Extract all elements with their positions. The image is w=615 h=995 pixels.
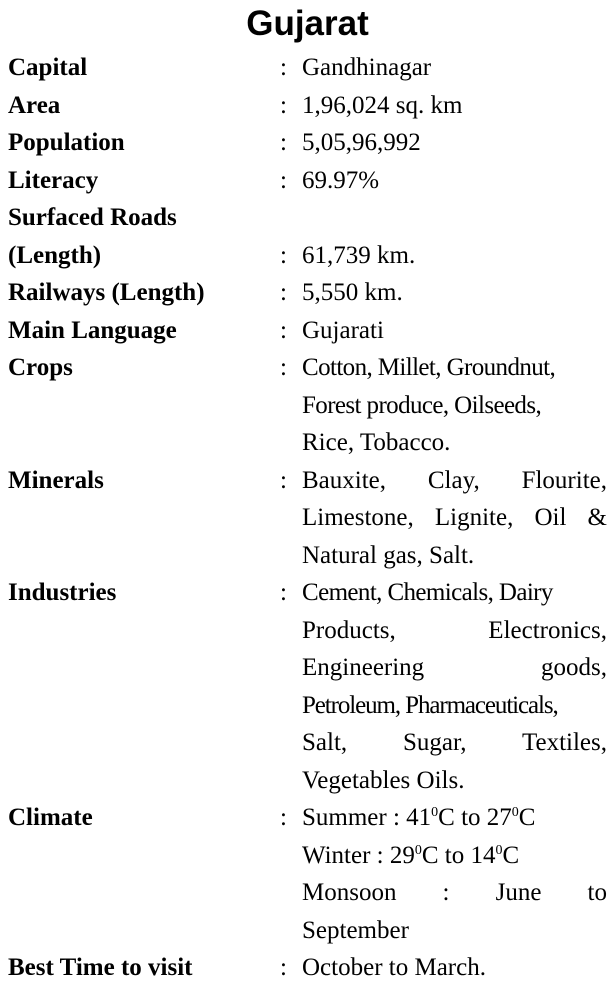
row-area: [0, 87, 615, 125]
value-railways: 5,550 km.: [302, 279, 403, 306]
separator-colon: :: [280, 279, 287, 306]
value-best-time: October to March.: [302, 954, 486, 981]
value-surfaced-roads: 61,739 km.: [302, 241, 416, 269]
label-crops: Crops: [8, 354, 73, 381]
crops-line: Rice, Tobacco.: [302, 429, 451, 456]
row-main-language: [0, 312, 615, 350]
separator-colon: :: [280, 54, 287, 81]
crops-line: Cotton, Millet, Groundnut,: [302, 354, 556, 381]
page-title: Gujarat: [246, 4, 369, 43]
separator-colon: :: [280, 579, 287, 606]
facts-table: [0, 49, 615, 987]
industries-line: Cement, Chemicals, Dairy: [302, 579, 553, 606]
industries-line: Engineering goods,: [302, 654, 607, 681]
separator-colon: :: [280, 166, 287, 194]
value-literacy: 69.97%: [302, 166, 380, 194]
crops-line: Forest produce, Oilseeds,: [302, 391, 542, 419]
degree-superscript: 0: [414, 842, 422, 858]
climate-summer: Summer : $41^0C$ to $27^0C$: [302, 804, 536, 831]
row-surfaced-roads-heading: [0, 199, 615, 237]
row-climate: [0, 799, 615, 949]
label-best-time: Best Time to visit: [8, 954, 193, 981]
label-capital: Capital: [8, 54, 88, 81]
industries-line: Petroleum, Pharmaceuticals,: [302, 691, 558, 719]
label-population: Population: [8, 129, 125, 156]
minerals-line: Natural gas, Salt.: [302, 541, 475, 569]
label-literacy: Literacy: [8, 166, 99, 194]
climate-winter: Winter : $29^0C$ to $14^0C$: [302, 841, 520, 869]
row-industries: [0, 574, 615, 799]
value-industries: [302, 574, 607, 799]
value-minerals: [302, 462, 607, 575]
row-crops: [0, 349, 615, 462]
label-climate: Climate: [8, 804, 93, 831]
industries-line: Vegetables Oils.: [302, 766, 465, 794]
row-literacy: [0, 162, 615, 200]
value-main-language: Gujarati: [302, 316, 384, 344]
separator-colon: :: [280, 91, 287, 119]
value-population: 5,05,96,992: [302, 129, 421, 156]
value-climate: [302, 799, 607, 949]
degree-superscript: 0: [431, 805, 439, 820]
row-best-time: [0, 949, 615, 987]
separator-colon: :: [280, 129, 287, 156]
separator-colon: :: [280, 804, 287, 831]
row-surfaced-roads: [0, 237, 615, 275]
value-area: 1,96,024 sq. km: [302, 91, 463, 119]
separator-colon: :: [280, 954, 287, 981]
value-crops: [302, 349, 607, 462]
separator-colon: :: [280, 316, 287, 344]
label-main-language: Main Language: [8, 316, 177, 344]
industries-line: Products, Electronics,: [302, 616, 607, 644]
row-population: [0, 124, 615, 162]
label-industries: Industries: [8, 579, 117, 606]
minerals-line: Limestone, Lignite, Oil &: [302, 504, 607, 531]
row-minerals: [0, 462, 615, 575]
label-area: Area: [8, 91, 61, 119]
row-railways: [0, 274, 615, 312]
degree-superscript: 0: [511, 805, 519, 820]
climate-monsoon-end: September: [302, 916, 409, 944]
label-minerals: Minerals: [8, 466, 104, 494]
value-capital: Gandhinagar: [302, 54, 432, 81]
degree-superscript: 0: [495, 842, 503, 858]
industries-line: Salt, Sugar, Textiles,: [302, 729, 607, 756]
separator-colon: :: [280, 241, 287, 269]
climate-monsoon: Monsoon : June to: [302, 879, 607, 906]
row-capital: [0, 49, 615, 87]
minerals-line: Bauxite, Clay, Flourite,: [302, 466, 607, 494]
label-roads-length: (Length): [8, 241, 102, 269]
separator-colon: :: [280, 466, 287, 494]
separator-colon: :: [280, 354, 287, 381]
label-railways: Railways (Length): [8, 279, 205, 306]
label-surfaced-roads: Surfaced Roads: [8, 204, 177, 231]
